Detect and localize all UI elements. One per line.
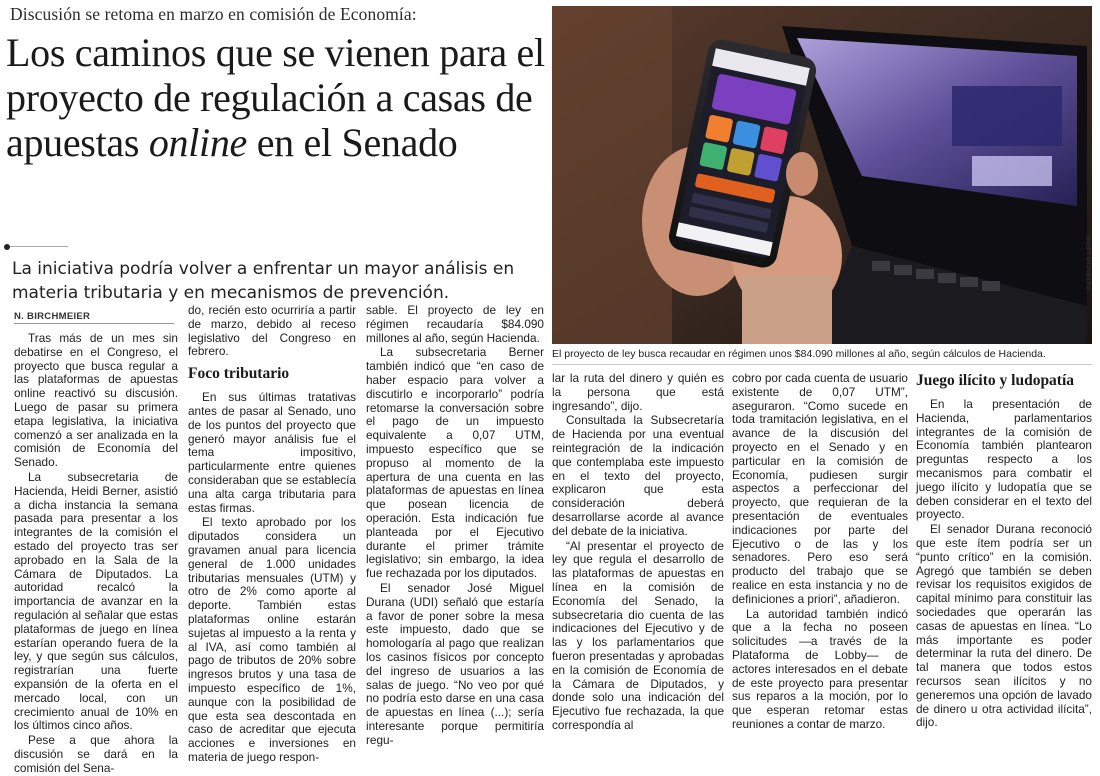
photo-illustration (552, 6, 1092, 344)
paragraph: El senador Durana reconoció que este ítem podría ser un “punto crítico” en la comisión. Agregó que también se deben revisar los requisitos exigidos de capital mínimo para constituir las sociedades que operarán las casas de apuestas en línea. “Lo más importante es poder determinar la ruta del dinero. De tal manera que todos estos recursos sean ilícitos y no generemos una opción de lavado de dinero u otra actividad ilícita”, dijo. (916, 522, 1092, 730)
paragraph: El senador José Miguel Durana (UDI) señaló que estaría a favor de poner sobre la mesa este impuesto, dado que se homologaría al pago que realizan los casinos físicos por concepto del ingreso de usuarios a las salas de juego. “No veo por qué no podría esto darse en una casa de apuestas en línea (...); sería interesante porque permitiría regu- (366, 580, 544, 747)
article-kicker: Discusión se retoma en marzo en comisión de Economía: (10, 4, 417, 24)
headline-italic-text: online (148, 120, 247, 165)
headline-end-text: en el Senado (247, 120, 458, 165)
body-column-6 (916, 372, 1092, 730)
body-column-2 (188, 303, 356, 764)
paragraph: Pese a que ahora la discusión se dará en la comisión del Sena- (14, 733, 178, 775)
paragraph: Tras más de un mes sin debatirse en el Congreso, el proyecto que busca regular a las plataformas de apuestas online reactivó su discusión. Luego de pasar su primera etapa legislativa, la iniciativa comenzó a ser analizada en la comisión de Economía del Senado. (14, 331, 178, 470)
paragraph: El texto aprobado por los diputados considera un gravamen anual para licencia general de 1.000 unidades tributarias mensuales (UTM) y otro de 2% como aporte al deporte. También estas plataformas online estarán sujetas al impuesto a la renta y al IVA, así como también al pago de tributos de 20% sobre ingresos brutos y una tasa de impuesto específico de 1%, aunque con la posibilidad de que esta sea descontada en caso de acreditar que ejecuta acciones e inversiones en materia de juego respon- (188, 515, 356, 764)
paragraph: En sus últimas tratativas antes de pasar al Senado, uno de los puntos del proyecto que generó mayor análisis fue el tema impositivo, particularmente entre quienes consideraban que se establecía una alta carga tributaria para estas firmas. (188, 390, 356, 515)
paragraph: Consultada la Subsecretaría de Hacienda por una eventual reintegración de la indicación que contemplaba este impuesto en el texto del proyecto, explicaron que esta consideración deberá desarrollarse acorde al avance del debate de la iniciativa. (552, 413, 724, 538)
paragraph: En la presentación de Hacienda, parlamentarios integrantes de la comisión de Economía también plantearon preguntas respecto a los mecanismos para combatir el juego ilícito y ludopatía que se deben considerar en el texto del proyecto. (916, 397, 1092, 522)
article-deck: La iniciativa podría volver a enfrentar un mayor análisis en materia tributaria y en mecanismos de prevención. (12, 259, 515, 303)
paragraph: La subsecretaria de Hacienda, Heidi Berner, asistió a dicha instancia la semana pasada para presentar a los integrantes de la comisión el estado del proyecto tras ser aprobado en la Sala de la Cámara de Diputados. La autoridad recalcó la importancia de avanzar en la regulación al señalar que estas plataformas de juego en línea estarían operando fuera de la ley, y que según sus cálculos, registrarían una fuerte expansión de la oferta en el mercado local, con un crecimiento anual de 10% en los últimos cinco años. (14, 469, 178, 733)
paragraph: La autoridad también indicó que a la fecha no poseen solicitudes —a través de la Plataforma de Lobby— de actores interesados en el debate de este proyecto para presentar sus reparos a la moción, por lo que esperan retomar estas reuniones a contar de marzo. (732, 606, 908, 731)
paragraph: cobro por cada cuenta de usuario existente de 0,07 UTM”, aseguraron. “Como sucede en toda tramitación legislativa, en el avance de la discusión del proyecto en el Senado y en particular en la comisión de Economía, pudiesen surgir aspectos a perfeccionar del proyecto, que requieran de la presentación de eventuales indicaciones por parte del Ejecutivo o de las y los senadores. Pero eso será producto del trabajo que se realice en esta instancia y no de definiciones a priori”, añadieron. (732, 371, 908, 606)
headline-rule-dot (4, 244, 10, 250)
body-column-5 (732, 371, 908, 731)
article-byline: N. BIRCHMEIER (14, 311, 91, 322)
article-photo (552, 6, 1092, 344)
paragraph: do, recién esto ocurriría a partir de marzo, debido al receso legislativo del Congreso en febrero. (188, 303, 356, 359)
article-headline (6, 30, 551, 165)
body-column-4 (552, 371, 724, 732)
body-column-1 (14, 331, 178, 775)
paragraph: lar la ruta del dinero y quién es la persona que está ingresando”, dijo. (552, 371, 724, 413)
photo-credit: PATRICIO LEPE (1086, 235, 1093, 290)
subheading-juego-ilicito: Juego ilícito y ludopatía (916, 372, 1075, 389)
headline-rule (10, 246, 68, 247)
byline-rule (14, 323, 174, 324)
photo-caption: El proyecto de ley busca recaudar en régimen unos $84.090 millones al año, según cálculos de Hacienda. (552, 348, 1046, 360)
headline-main-text: Los caminos que se vienen para el proyecto de regulación a casas de apuestas (6, 30, 545, 165)
paragraph: sable. El proyecto de ley en régimen recaudaría $84.090 millones al año, según Hacienda. (366, 303, 544, 345)
paragraph: La subsecretaria Berner también indicó que “en caso de haber espacio para volver a discutirlo e incorporarlo” podría retomarse la conversación sobre el pago de un impuesto equivalente a 0,07 UTM, impuesto específico que se propuso al momento de la apertura de una cuenta en las plataformas de apuestas en línea que posean licencia de operación. Esta indicación fue planteada por el Ejecutivo durante el primer trámite legislativo; sin embargo, la idea fue rechazada por los diputados. (366, 345, 544, 581)
subheading-foco-tributario: Foco tributario (188, 365, 290, 383)
caption-rule (552, 364, 1092, 365)
body-column-3 (366, 303, 544, 747)
paragraph: “Al presentar el proyecto de ley que regula el desarrollo de las plataformas de apuestas en línea en la comisión de Economía del Senado, la subsecretaria dio cuenta de las indicaciones del Ejecutivo y de las y los parlamentarios que fueron presentadas y aprobadas en la comisión de Economía de la Cámara de Diputados, y donde solo una indicación del Ejecutivo fue rechazada, la que correspondía al (552, 538, 724, 732)
